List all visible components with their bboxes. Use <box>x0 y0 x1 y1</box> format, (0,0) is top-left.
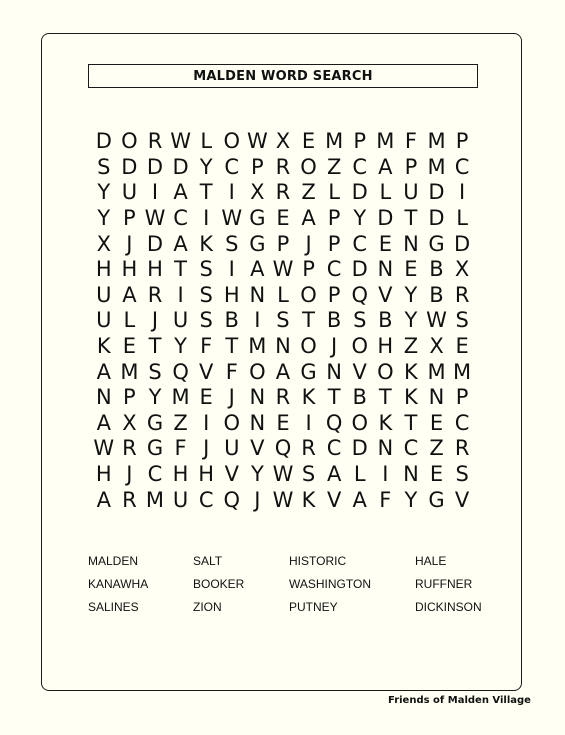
word-list-item: ZION <box>193 600 222 614</box>
grid-letter: E <box>199 385 213 410</box>
grid-letter: V <box>250 436 265 461</box>
grid-letter: A <box>96 359 111 384</box>
grid-letter: K <box>199 231 214 256</box>
grid-letter: T <box>199 180 213 205</box>
grid-letter: P <box>353 129 367 154</box>
grid-letter: N <box>249 410 266 435</box>
grid-letter: P <box>455 129 469 154</box>
grid-letter: A <box>378 154 393 179</box>
grid-letter: W <box>272 257 294 282</box>
grid-letter: X <box>454 257 470 282</box>
grid-letter: H <box>147 257 163 282</box>
grid-letter: N <box>95 385 112 410</box>
grid-letter: N <box>377 436 394 461</box>
grid-letter: R <box>147 282 163 307</box>
grid-letter: Q <box>351 282 368 307</box>
grid-letter: C <box>454 154 470 179</box>
grid-letter: L <box>200 129 213 154</box>
grid-letter: B <box>326 308 342 333</box>
grid-letter: Y <box>97 180 111 205</box>
puzzle-page-frame <box>41 33 522 691</box>
grid-letter: E <box>276 410 290 435</box>
grid-letter: M <box>427 359 446 384</box>
word-list-item: PUTNEY <box>289 600 338 614</box>
footer-credit: Friends of Malden Village <box>388 695 531 706</box>
grid-letter: P <box>123 206 136 231</box>
grid-letter: Q <box>172 359 189 384</box>
grid-letter: I <box>177 282 184 307</box>
grid-letter: I <box>228 180 235 205</box>
grid-letter: N <box>403 462 419 487</box>
grid-letter: X <box>429 334 444 359</box>
grid-letter: I <box>203 206 210 231</box>
grid-letter: S <box>455 462 469 487</box>
grid-letter: A <box>173 231 188 256</box>
grid-letter: W <box>272 487 294 512</box>
grid-letter: T <box>378 385 392 410</box>
grid-letter: P <box>404 154 418 179</box>
grid-letter: Y <box>250 462 264 487</box>
grid-letter: D <box>146 231 164 256</box>
grid-letter: C <box>173 206 188 231</box>
grid-letter: L <box>123 308 136 333</box>
grid-letter: A <box>96 487 111 512</box>
grid-letter: E <box>429 462 444 487</box>
grid-letter: I <box>151 180 159 205</box>
grid-letter: R <box>147 129 163 154</box>
grid-letter: K <box>96 334 111 359</box>
word-list-item: MALDEN <box>88 554 139 568</box>
grid-letter: M <box>427 154 446 179</box>
grid-letter: P <box>455 385 469 410</box>
grid-letter: L <box>277 282 289 307</box>
grid-letter: X <box>250 180 265 205</box>
grid-letter: Q <box>274 436 292 461</box>
grid-letter: O <box>351 410 368 435</box>
grid-letter: F <box>379 487 392 512</box>
grid-letter: M <box>325 129 344 154</box>
grid-letter: L <box>353 462 366 487</box>
grid-letter: M <box>171 385 190 410</box>
grid-letter: A <box>301 206 316 231</box>
grid-letter: A <box>250 257 265 282</box>
grid-letter: Y <box>199 154 213 179</box>
grid-letter: U <box>172 308 189 333</box>
grid-letter: U <box>121 180 138 205</box>
grid-letter: E <box>455 334 469 359</box>
grid-letter: U <box>96 308 112 333</box>
grid-letter: I <box>228 257 235 282</box>
grid-letter: E <box>429 410 444 435</box>
grid-letter: H <box>223 282 240 307</box>
grid-letter: K <box>404 359 418 384</box>
grid-letter: Y <box>174 334 187 359</box>
grid-letter: D <box>121 154 138 179</box>
grid-letter: N <box>403 231 419 256</box>
grid-letter: T <box>225 334 239 359</box>
grid-letter: H <box>172 462 189 487</box>
grid-letter: G <box>249 231 266 256</box>
grid-letter: O <box>223 129 241 154</box>
grid-letter: D <box>428 206 445 231</box>
grid-letter: R <box>275 154 291 179</box>
grid-letter: W <box>144 206 166 231</box>
grid-letter: X <box>96 231 111 256</box>
grid-letter: D <box>95 129 112 154</box>
grid-letter: F <box>174 436 187 461</box>
grid-letter: X <box>275 129 291 154</box>
grid-letter: C <box>352 231 368 256</box>
grid-letter: N <box>275 334 291 359</box>
grid-letter: N <box>249 282 266 307</box>
grid-letter: G <box>146 410 164 435</box>
grid-letter: O <box>351 334 368 359</box>
grid-letter: H <box>95 462 112 487</box>
grid-letter: D <box>454 231 471 256</box>
grid-letter: P <box>327 206 341 231</box>
grid-letter: C <box>403 436 419 461</box>
grid-letter: T <box>327 385 341 410</box>
grid-letter: B <box>224 308 239 333</box>
grid-letter: S <box>225 231 239 256</box>
grid-letter: U <box>403 180 419 205</box>
grid-letter: O <box>249 359 266 384</box>
grid-letter: E <box>276 206 290 231</box>
grid-letter: C <box>147 462 163 487</box>
grid-letter: C <box>224 154 240 179</box>
grid-letter: S <box>199 282 213 307</box>
grid-letter: D <box>146 154 164 179</box>
grid-letter: D <box>172 154 189 179</box>
grid-letter: E <box>404 257 418 282</box>
grid-letter: J <box>254 487 261 512</box>
puzzle-title: MALDEN WORD SEARCH <box>88 64 478 88</box>
grid-letter: O <box>300 334 317 359</box>
grid-letter: V <box>224 462 239 487</box>
grid-letter: Z <box>173 410 188 435</box>
grid-letter: Y <box>353 206 367 231</box>
grid-letter: B <box>352 385 367 410</box>
word-list-item: HALE <box>415 554 447 568</box>
grid-letter: M <box>453 359 472 384</box>
grid-letter: H <box>95 257 112 282</box>
grid-letter: W <box>246 129 268 154</box>
grid-letter: G <box>300 359 317 384</box>
grid-letter: Y <box>404 487 418 512</box>
grid-letter: K <box>301 487 316 512</box>
grid-letter: M <box>427 129 446 154</box>
word-list-item: SALINES <box>88 600 139 614</box>
grid-letter: S <box>148 359 162 384</box>
grid-letter: P <box>327 231 341 256</box>
grid-letter: E <box>122 334 137 359</box>
grid-letter: C <box>454 410 470 435</box>
grid-letter: X <box>122 410 137 435</box>
grid-letter: I <box>382 462 389 487</box>
grid-letter: J <box>305 231 312 256</box>
grid-letter: T <box>148 334 162 359</box>
grid-letter: F <box>404 129 417 154</box>
grid-letter: V <box>352 359 367 384</box>
grid-letter: N <box>428 385 445 410</box>
grid-letter: L <box>379 180 392 205</box>
grid-letter: L <box>456 206 468 231</box>
word-list-item: KANAWHA <box>88 577 149 591</box>
grid-letter: J <box>151 308 159 333</box>
grid-letter: D <box>351 257 368 282</box>
grid-letter: S <box>455 308 469 333</box>
grid-letter: A <box>326 462 342 487</box>
word-list-item: DICKINSON <box>415 600 482 614</box>
grid-letter: I <box>254 308 261 333</box>
grid-letter: G <box>146 436 164 461</box>
grid-letter: D <box>351 180 368 205</box>
grid-letter: J <box>126 462 133 487</box>
grid-letter: D <box>428 180 445 205</box>
grid-letter: H <box>198 462 215 487</box>
grid-letter: R <box>122 436 137 461</box>
grid-letter: C <box>326 436 342 461</box>
grid-letter: A <box>122 282 137 307</box>
grid-letter: U <box>96 282 112 307</box>
grid-letter: W <box>272 462 294 487</box>
grid-letter: U <box>224 436 240 461</box>
grid-letter: P <box>251 154 264 179</box>
grid-letter: A <box>352 487 367 512</box>
grid-letter: E <box>301 129 316 154</box>
grid-letter: R <box>454 282 470 307</box>
grid-letter: J <box>126 231 133 256</box>
grid-letter: T <box>302 308 315 333</box>
grid-letter: S <box>301 462 316 487</box>
grid-letter: P <box>276 231 290 256</box>
grid-letter: Z <box>326 154 342 179</box>
grid-letter: B <box>429 282 444 307</box>
grid-letter: B <box>429 257 444 282</box>
grid-letter: K <box>378 410 393 435</box>
grid-letter: I <box>459 180 466 205</box>
word-list-item: RUFFNER <box>415 577 473 591</box>
grid-letter: W <box>93 436 115 461</box>
grid-letter: Y <box>148 385 162 410</box>
grid-letter: V <box>378 282 393 307</box>
grid-letter: M <box>120 359 139 384</box>
grid-letter: H <box>121 257 138 282</box>
grid-letter: C <box>198 487 214 512</box>
grid-letter: M <box>376 129 395 154</box>
grid-letter: J <box>203 436 210 461</box>
grid-letter: Z <box>403 334 419 359</box>
grid-letter: C <box>326 257 342 282</box>
grid-letter: V <box>198 359 214 384</box>
grid-letter: S <box>353 308 367 333</box>
grid-letter: N <box>326 359 342 384</box>
grid-letter: R <box>301 436 316 461</box>
grid-letter: O <box>300 282 317 307</box>
grid-letter: G <box>428 487 445 512</box>
letter-grid <box>91 129 475 513</box>
grid-letter: M <box>248 334 267 359</box>
grid-letter: F <box>200 334 213 359</box>
grid-letter: F <box>225 359 238 384</box>
grid-letter: P <box>327 282 341 307</box>
grid-letter: Z <box>301 180 316 205</box>
grid-letter: J <box>228 385 235 410</box>
grid-letter: W <box>170 129 191 154</box>
grid-letter: P <box>302 257 315 282</box>
grid-letter: O <box>223 410 241 435</box>
grid-letter: S <box>199 257 213 282</box>
grid-letter: O <box>300 154 317 179</box>
grid-letter: Z <box>429 436 444 461</box>
grid-letter: A <box>96 410 111 435</box>
grid-letter: O <box>121 129 138 154</box>
grid-letter: H <box>377 334 394 359</box>
grid-letter: Y <box>404 308 418 333</box>
grid-letter: W <box>221 206 243 231</box>
grid-letter: V <box>326 487 342 512</box>
grid-letter: R <box>454 436 470 461</box>
grid-letter: L <box>328 180 340 205</box>
grid-letter: S <box>97 154 111 179</box>
grid-letter: T <box>404 206 418 231</box>
grid-letter: I <box>305 410 312 435</box>
grid-letter: Q <box>325 410 343 435</box>
grid-letter: B <box>378 308 393 333</box>
grid-letter: V <box>454 487 470 512</box>
grid-letter: R <box>122 487 137 512</box>
grid-letter: A <box>275 359 291 384</box>
word-list-item: BOOKER <box>193 577 245 591</box>
grid-letter: O <box>377 359 394 384</box>
grid-letter: A <box>173 180 188 205</box>
grid-letter: I <box>203 410 210 435</box>
grid-letter: N <box>377 257 394 282</box>
grid-letter: Q <box>223 487 241 512</box>
grid-letter: G <box>428 231 445 256</box>
grid-letter: N <box>249 385 266 410</box>
grid-letter: D <box>351 436 368 461</box>
grid-letter: T <box>174 257 187 282</box>
grid-letter: R <box>275 385 291 410</box>
word-list-item: WASHINGTON <box>289 577 372 591</box>
grid-letter: S <box>276 308 290 333</box>
word-list-item: HISTORIC <box>289 554 347 568</box>
grid-letter: C <box>352 154 368 179</box>
grid-letter: M <box>145 487 165 512</box>
grid-letter: K <box>404 385 418 410</box>
grid-letter: E <box>378 231 392 256</box>
grid-letter: T <box>404 410 418 435</box>
grid-letter: U <box>172 487 189 512</box>
grid-letter: J <box>331 334 338 359</box>
grid-letter: Y <box>404 282 418 307</box>
grid-letter: D <box>377 206 394 231</box>
word-list-item: SALT <box>193 554 223 568</box>
grid-letter: S <box>199 308 213 333</box>
word-list <box>88 553 508 622</box>
grid-letter: R <box>275 180 291 205</box>
grid-letter: W <box>426 308 447 333</box>
grid-letter: P <box>123 385 136 410</box>
grid-letter: K <box>301 385 316 410</box>
grid-letter: G <box>249 206 266 231</box>
grid-letter: Y <box>97 206 111 231</box>
